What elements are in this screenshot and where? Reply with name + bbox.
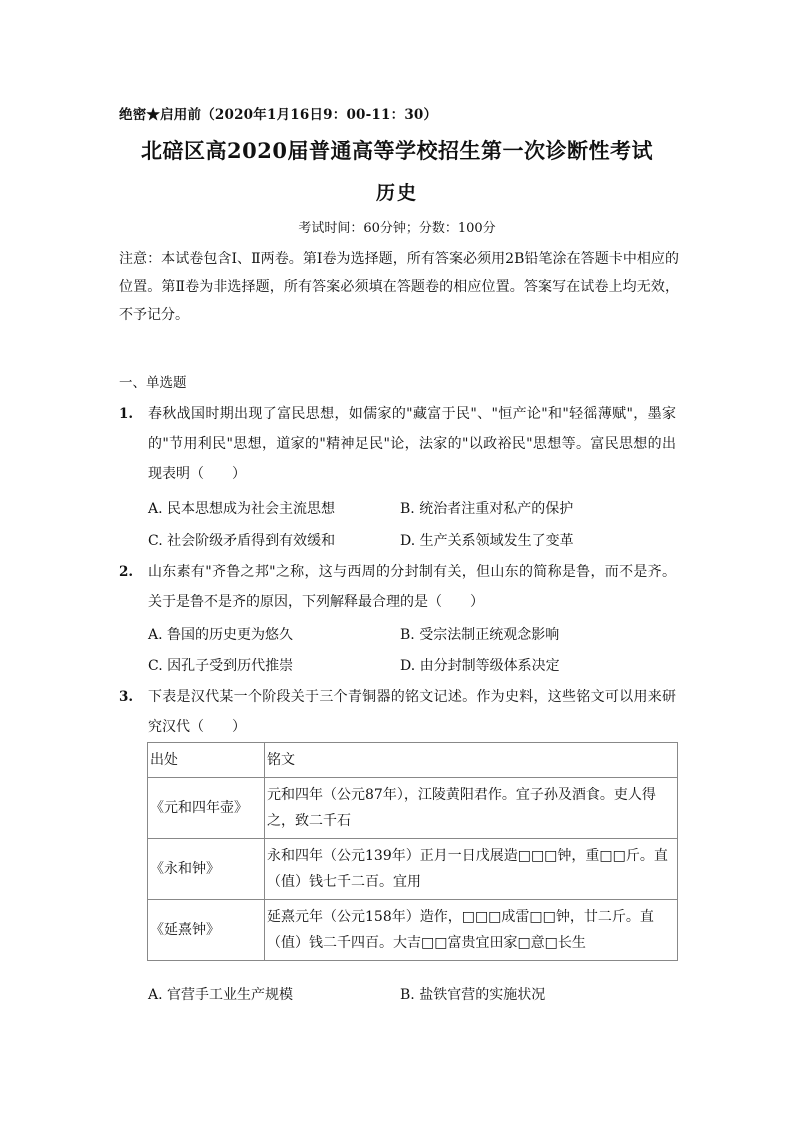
table-cell-inscription: 元和四年（公元87年），江陵黄阳君作。宜子孙及酒食。吏人得之，致二千石 — [265, 778, 678, 839]
table-row — [148, 778, 678, 839]
table-cell-inscription: 延熹元年（公元158年）造作，□□□成雷□□钟，廿二斤。直（值）钱二千四百。大吉□□富贵宜田家□意□长生 — [265, 900, 678, 961]
option-d: D. 生产关系领域发生了变革 — [400, 533, 574, 549]
table-cell-source: 《永和钟》 — [148, 839, 265, 900]
inscription-table — [147, 742, 678, 961]
option-d: D. 由分封制等级体系决定 — [400, 658, 560, 674]
table-cell-source: 《元和四年壶》 — [148, 778, 265, 839]
subject-title: 历史 — [375, 182, 418, 204]
option-a: A. 官营手工业生产规模 — [148, 987, 294, 1003]
table-cell-source: 《延熹钟》 — [148, 900, 265, 961]
option-c: C. 社会阶级矛盾得到有效缓和 — [148, 533, 336, 549]
question-stem: 春秋战国时期出现了富民思想，如儒家的"藏富于民"、"恒产论"和"轻徭薄赋"，墨家的"节用利民"思想，道家的"精神足民"论，法家的"以政裕民"思想等。富民思想的出现表明（ ） — [148, 406, 676, 482]
option-b: B. 受宗法制正统观念影响 — [400, 627, 560, 643]
table-cell-inscription: 永和四年（公元139年）正月一日戊展造□□□钟，重□□斤。直（值）钱七千二百。宜用 — [265, 839, 678, 900]
table-row — [148, 839, 678, 900]
question-stem: 下表是汉代某一个阶段关于三个青铜器的铭文记述。作为史料，这些铭文可以用来研究汉代（ ） — [148, 689, 676, 735]
table-header: 铭文 — [265, 743, 678, 778]
option-a: A. 民本思想成为社会主流思想 — [148, 501, 336, 517]
question-number: 2. — [119, 564, 134, 580]
question-number: 1. — [119, 406, 134, 422]
confidential-line: 绝密★启用前（2020年1月16日9：00-11：30） — [119, 107, 438, 123]
table-header-row — [148, 743, 678, 778]
table-row — [148, 900, 678, 961]
section-title: 一、单选题 — [119, 375, 187, 391]
exam-instructions: 注意：本试卷包含Ⅰ、Ⅱ两卷。第Ⅰ卷为选择题，所有答案必须用2B铅笔涂在答题卡中相应的位置。第Ⅱ卷为非选择题，所有答案必须填在答题卷的相应位置。答案写在试卷上均无效，不予记分。 — [119, 251, 679, 323]
table-header: 出处 — [148, 743, 265, 778]
option-c: C. 因孔子受到历代推崇 — [148, 658, 294, 674]
question-stem: 山东素有"齐鲁之邦"之称，这与西周的分封制有关，但山东的简称是鲁，而不是齐。关于是鲁不是齐的原因，下列解释最合理的是（ ） — [148, 564, 676, 610]
option-b: B. 盐铁官营的实施状况 — [400, 987, 546, 1003]
exam-meta: 考试时间：60分钟；分数：100分 — [298, 221, 496, 236]
option-a: A. 鲁国的历史更为悠久 — [148, 627, 294, 643]
exam-title: 北碚区高2020届普通高等学校招生第一次诊断性考试 — [141, 138, 653, 163]
option-b: B. 统治者注重对私产的保护 — [400, 501, 574, 517]
question-number: 3. — [119, 689, 134, 705]
